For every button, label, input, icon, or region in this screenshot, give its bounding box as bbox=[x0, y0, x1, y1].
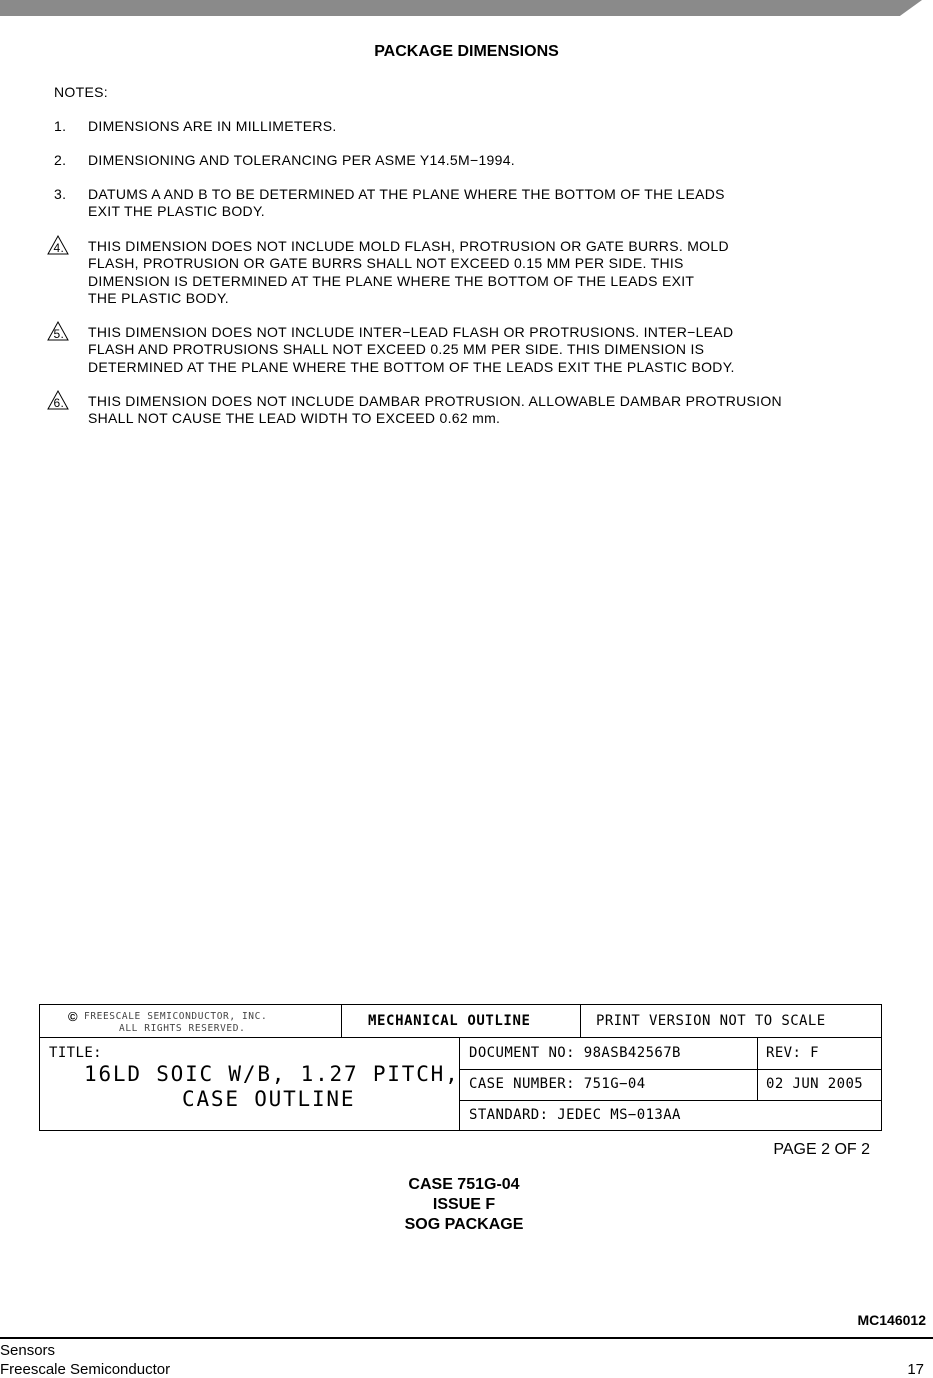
mechanical-outline-cell bbox=[342, 1005, 581, 1038]
case-label: CASE 751G-04 bbox=[408, 1176, 520, 1193]
case-number-cell bbox=[460, 1070, 758, 1101]
note-text: DIMENSIONING AND TOLERANCING PER ASME Y14.5M−1994. bbox=[88, 152, 515, 168]
page-title: PACKAGE DIMENSIONS bbox=[374, 43, 559, 60]
document-number-cell bbox=[460, 1038, 758, 1070]
note-marker: 6. bbox=[53, 396, 65, 410]
copyright-line-2: ALL RIGHTS RESERVED. bbox=[119, 1023, 246, 1034]
footer-page-number: 17 bbox=[907, 1361, 924, 1378]
issue-label: ISSUE F bbox=[432, 1196, 496, 1213]
note-marker: 2. bbox=[54, 152, 67, 168]
revision: REV: F bbox=[766, 1045, 819, 1061]
package-label: SOG PACKAGE bbox=[404, 1216, 524, 1233]
package-title-line-1: 16LD SOIC W/B, 1.27 PITCH, bbox=[84, 1062, 460, 1086]
mechanical-outline-label: MECHANICAL OUTLINE bbox=[368, 1013, 531, 1029]
case-number: CASE NUMBER: 751G−04 bbox=[469, 1076, 646, 1092]
note-5 bbox=[54, 324, 884, 376]
note-4 bbox=[54, 238, 884, 308]
page-indicator: PAGE 2 OF 2 bbox=[773, 1141, 870, 1158]
print-version-cell bbox=[581, 1005, 882, 1038]
title-label: TITLE: bbox=[49, 1045, 102, 1061]
note-text: THIS DIMENSION DOES NOT INCLUDE INTER−LEAD FLASH OR PROTRUSIONS. INTER−LEAD FLASH AND PROTRUSIONS SHALL NOT EXCEED 0.25 MM PER SIDE. THIS DIMENSION IS DETERMINED AT THE PLANE WHERE THE BOTTOM OF THE LEADS EXIT THE PLASTIC BODY. bbox=[88, 324, 735, 375]
revision-date: 02 JUN 2005 bbox=[766, 1076, 864, 1092]
triangle-flag-icon bbox=[46, 234, 76, 256]
note-marker: 5. bbox=[53, 327, 65, 341]
note-6 bbox=[54, 393, 884, 428]
note-marker: 3. bbox=[54, 186, 67, 202]
footer-section: Sensors bbox=[0, 1342, 56, 1359]
revision-cell bbox=[758, 1038, 882, 1070]
note-text: DIMENSIONS ARE IN MILLIMETERS. bbox=[88, 118, 337, 134]
note-1 bbox=[54, 118, 884, 135]
note-marker: 1. bbox=[54, 118, 67, 134]
triangle-flag-icon bbox=[46, 389, 76, 411]
notes-heading-text: NOTES: bbox=[54, 84, 108, 100]
title-cell bbox=[40, 1038, 460, 1131]
copyright-line-1: FREESCALE SEMICONDUCTOR, INC. bbox=[84, 1011, 268, 1022]
notes-heading bbox=[54, 84, 884, 101]
copyright-cell bbox=[40, 1005, 342, 1038]
note-marker: 4. bbox=[53, 241, 65, 255]
date-cell bbox=[758, 1070, 882, 1101]
standard: STANDARD: JEDEC MS−013AA bbox=[469, 1107, 681, 1123]
footer-company: Freescale Semiconductor bbox=[0, 1361, 171, 1378]
note-3 bbox=[54, 186, 884, 221]
footer-divider bbox=[0, 1337, 933, 1339]
note-text: DATUMS A AND B TO BE DETERMINED AT THE PLANE WHERE THE BOTTOM OF THE LEADS EXIT THE PLASTIC BODY. bbox=[88, 186, 725, 220]
standard-cell bbox=[460, 1101, 882, 1131]
part-number: MC146012 bbox=[857, 1312, 926, 1328]
package-title-line-2: CASE OUTLINE bbox=[182, 1087, 356, 1111]
note-text: THIS DIMENSION DOES NOT INCLUDE DAMBAR PROTRUSION. ALLOWABLE DAMBAR PROTRUSION SHALL NOT CAUSE THE LEAD WIDTH TO EXCEED 0.62 mm. bbox=[88, 393, 782, 427]
note-2 bbox=[54, 152, 884, 169]
print-version-label: PRINT VERSION NOT TO SCALE bbox=[596, 1013, 826, 1029]
note-text: THIS DIMENSION DOES NOT INCLUDE MOLD FLASH, PROTRUSION OR GATE BURRS. MOLD FLASH, PROTRUSION OR GATE BURRS SHALL NOT EXCEED 0.15 MM PER SIDE. THIS DIMENSION IS DETERMINED AT THE PLANE WHERE THE BOTTOM OF THE LEADS EXIT THE PLASTIC BODY. bbox=[88, 238, 729, 307]
triangle-flag-icon bbox=[46, 320, 76, 342]
title-block bbox=[39, 1004, 882, 1131]
copyright-icon: © bbox=[68, 1009, 79, 1024]
document-number: DOCUMENT NO: 98ASB42567B bbox=[469, 1045, 681, 1061]
header-bar bbox=[0, 0, 922, 16]
